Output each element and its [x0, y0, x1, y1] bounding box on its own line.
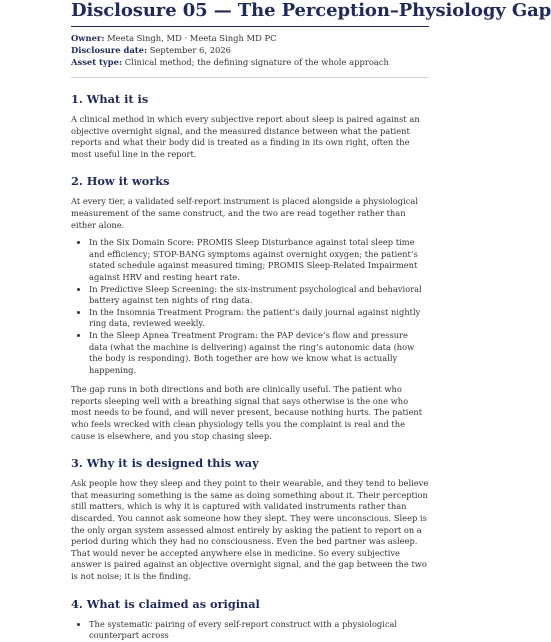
section-heading-what-it-is: 1. What it is: [71, 92, 149, 106]
asset-line: [71, 56, 429, 68]
bullet-list: [71, 619, 429, 642]
section-paragraph: Ask people how they sleep and they point to their wearable, and they tend to believe that measuring something is the same as doing something about it. Their perception still matters, which is why it is captured with validated instruments rather than discarded. You cannot ask someone how they slept. They were unconscious. Sleep is the only organ system assessed almost entirely by asking the patient to report on a period during which they had no consciousness. Even the bed partner was asleep. That would never be accepted anywhere else in medicine. So every subjective answer is paired against an objective overnight signal, and the gap between the two is not noise; it is the finding.: [71, 478, 429, 581]
section-paragraph: At every tier, a validated self-report instrument is placed alongside a physiological measurement of the same construct, and the two are read together rather than either alone.: [71, 196, 419, 230]
owner-line: [71, 32, 429, 44]
metadata-block: [71, 32, 429, 68]
section-paragraph: The gap runs in both directions and both are clinically useful. The patient who reports sleeping well with a breathing signal that says otherwise is the one who most needs to be found, and will never present, because nothing hurts. The patient who feels wrecked with clean physiology tells you the complaint is real and the cause is elsewhere, and you stop chasing sleep.: [71, 384, 423, 441]
list-item: • The systematic pairing of every self-report construct with a physiological counterpart across: [89, 619, 429, 642]
page-title: Disclosure 05 — The Perception–Physiology Gap: [71, 0, 429, 27]
bullet-list: [71, 237, 429, 376]
list-item: • In the Insomnia Treatment Program: the patient’s daily journal against nightly ring data, reviewed weekly.: [89, 307, 429, 330]
date-value: September 6, 2026: [149, 45, 232, 55]
divider: [71, 77, 429, 78]
asset-label: Asset type:: [71, 57, 123, 67]
owner-label: Owner:: [71, 33, 105, 43]
list-item: • In the Six Domain Score: PROMIS Sleep Disturbance against total sleep time and efficiency; STOP-BANG symptoms against overnight oxygen; the patient’s stated schedule against measured timing; PROMIS Sleep-Related Impairment against HRV and resting heart rate.: [89, 237, 429, 283]
asset-value: Clinical method; the defining signature of the whole approach: [124, 57, 389, 67]
section-heading-claimed-original: 4. What is claimed as original: [71, 596, 260, 611]
list-item: • In Predictive Sleep Screening: the six-instrument psychological and behavioral battery against ten nights of ring data.: [89, 284, 429, 307]
owner-value: Meeta Singh, MD · Meeta Singh MD PC: [107, 33, 277, 43]
section-heading-how-it-works: 2. How it works: [71, 174, 170, 189]
date-label: Disclosure date:: [71, 45, 148, 55]
document-body: [71, 0, 551, 642]
date-line: [71, 44, 429, 56]
section-heading-why-designed: 3. Why it is designed this way: [71, 456, 259, 471]
list-item: • In the Sleep Apnea Treatment Program: the PAP device’s flow and pressure data (what the machine is delivering) against the ring’s autonomic data (how the body is responding). Both together are how we know what is actually happening.: [89, 330, 429, 376]
section-paragraph: A clinical method in which every subjective report about sleep is paired against an objective overnight signal, and the measured distance between what the patient reports and what their body did is treated as a finding in its own right, often the most useful line in the report.: [71, 114, 420, 159]
